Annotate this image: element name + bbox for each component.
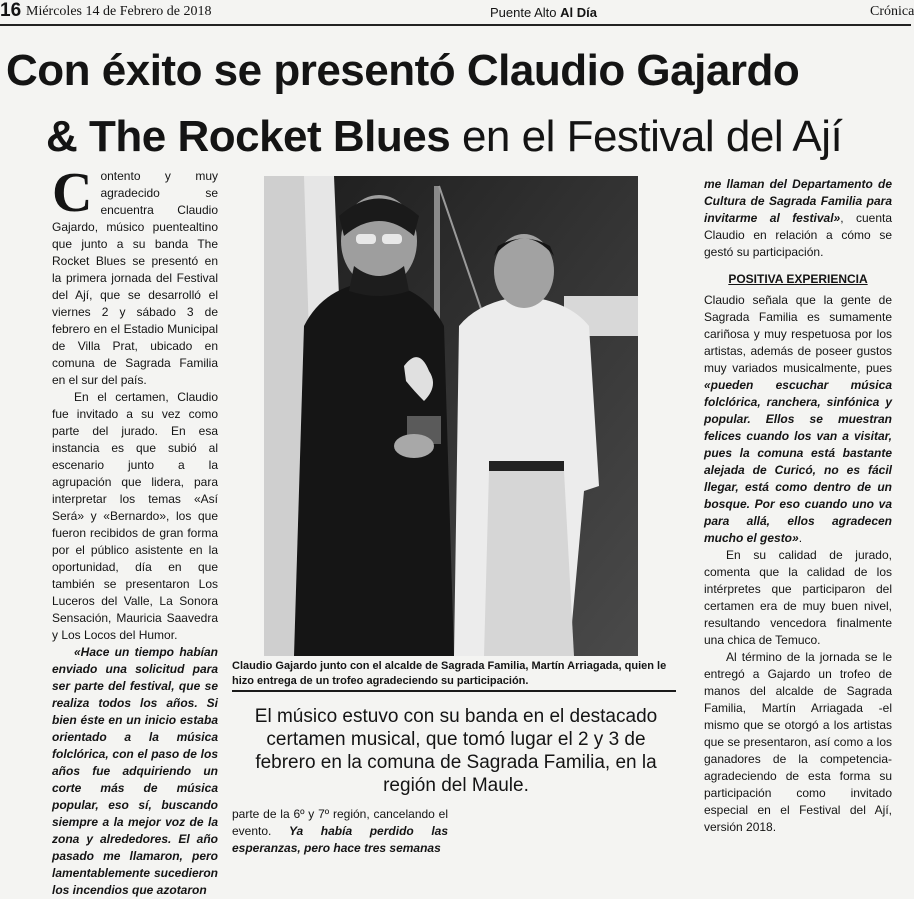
paragraph-certamen: En el certamen, Claudio fue invitado a su vez como parte del jurado. En esa instancia es que subió al escenario junto a la agrupación que lidera, para interpretar los temas «Así Será» y «Bernardo», los que fueron recibidos de gran forma por el público asistente en la oportunidad, día en que también se presentaron Los Luceros del Valle, La Sonora Sensación, Mauricia Saavedra y Los Locos del Humor. — [52, 390, 218, 642]
paragraph-invitation — [704, 176, 892, 261]
pull-quote: El músico estuvo con su banda en el destacado certamen musical, que tomó lugar el 2 y 3 de febrero en la comuna de Sagrada Familia, en la región del Maule. — [254, 706, 658, 796]
intro-text: ontento y muy agradecido se encuentra Claudio Gajardo, músico puentealtino que junto a su banda The Rocket Blues se presentó en la primera jornada del Festival del Ají, que se desarrolló el viernes 2 y sábado 3 de febrero en el Estadio Municipal de Villa Prat, ubicado en comuna de Sagrada Familia en el sur del país. — [52, 169, 218, 387]
article-photo — [264, 176, 638, 656]
experience-start: Claudio señala que la gente de Sagrada Familia es sumamente cariñosa y muy respetuosa por los artistas, además de poseer gustos muy variados musicalmente, pues — [704, 293, 892, 375]
photo-illustration — [264, 176, 638, 656]
continuation-text: parte de la 6º y 7º región, cancelando el evento. — [232, 807, 448, 838]
paragraph-intro — [52, 162, 218, 389]
experience-end: . — [798, 531, 803, 545]
paragraph-experience — [704, 292, 892, 547]
page-number: 16 — [0, 0, 22, 21]
article-column-2-continuation — [232, 806, 448, 857]
paragraph-trophy: Al término de la jornada se le entregó a Gajardo un trofeo de manos del alcalde de Sagrada Familia, Martín Arriagada -el mismo que se otorgó a los artistas que se presentaron, así como a los ganadores de la competencia- agradeciendo de esta forma su participación como invitado especial en el Festival del Ají, versión 2018. — [704, 650, 892, 834]
publication-bold: Al Día — [560, 5, 597, 20]
article-column-3 — [704, 176, 892, 836]
experience-quote: «pueden escuchar música folclórica, ranchera, sinfónica y popular. Ellos se muestran felices cuando los van a visitar, pues la comuna está bastante alejada de Curicó, no es fácil llegar, está como dentro de un bosque. Por eso cuando uno va para allá, ellos agradecen mucho el gesto» — [704, 378, 892, 545]
continuation-quote: Ya había perdido las esperanzas, pero hace tres semanas — [232, 824, 448, 855]
headline-rest: en el Festival del Ají — [450, 112, 843, 161]
page-header — [0, 0, 914, 26]
invitation-quote: me llaman del Departamento de Cultura de Sagrada Familia para invitarme al festival» — [704, 177, 892, 225]
photo-caption: Claudio Gajardo junto con el alcalde de Sagrada Familia, Martín Arriagada, quien le hizo entrega de un trofeo agradeciendo su participación. — [232, 660, 667, 687]
headline-line-1: Con éxito se presentó Claudio Gajardo — [6, 46, 800, 95]
drop-cap: C — [52, 162, 93, 224]
section-name: Crónica — [870, 4, 914, 19]
paragraph-continuation — [232, 806, 448, 857]
headline-band-name: & The Rocket Blues — [46, 112, 451, 161]
caption-divider — [232, 690, 676, 692]
publication-name — [490, 5, 597, 20]
headline-line-2 — [46, 112, 842, 162]
paragraph-jury: En su calidad de jurado, comenta que la calidad de los intérpretes que participaron del certamen era de muy buen nivel, resultando vencedora finalmente una chica de Temuco. — [704, 548, 892, 647]
publication-prefix: Puente Alto — [490, 5, 557, 20]
issue-date: Miércoles 14 de Febrero de 2018 — [26, 4, 212, 19]
subheading: POSITIVA EXPERIENCIA — [728, 272, 868, 286]
article-column-1 — [52, 162, 218, 899]
paragraph-quote-start: «Hace un tiempo habían enviado una solicitud para ser parte del festival, que se realiza todos los años. Si bien éste en un inicio estaba orientado a la música folclórica, con el paso de los años fue adquiriendo un corte más de música popular, eso sí, buscando siempre a la mejor voz de la zona y alrededores. El año pasado me llamaron, pero lamentablemente sucedieron los incendios que azotaron — [52, 645, 218, 897]
invitation-rest: , cuenta Claudio en relación a cómo se gestó su participación. — [704, 211, 892, 259]
